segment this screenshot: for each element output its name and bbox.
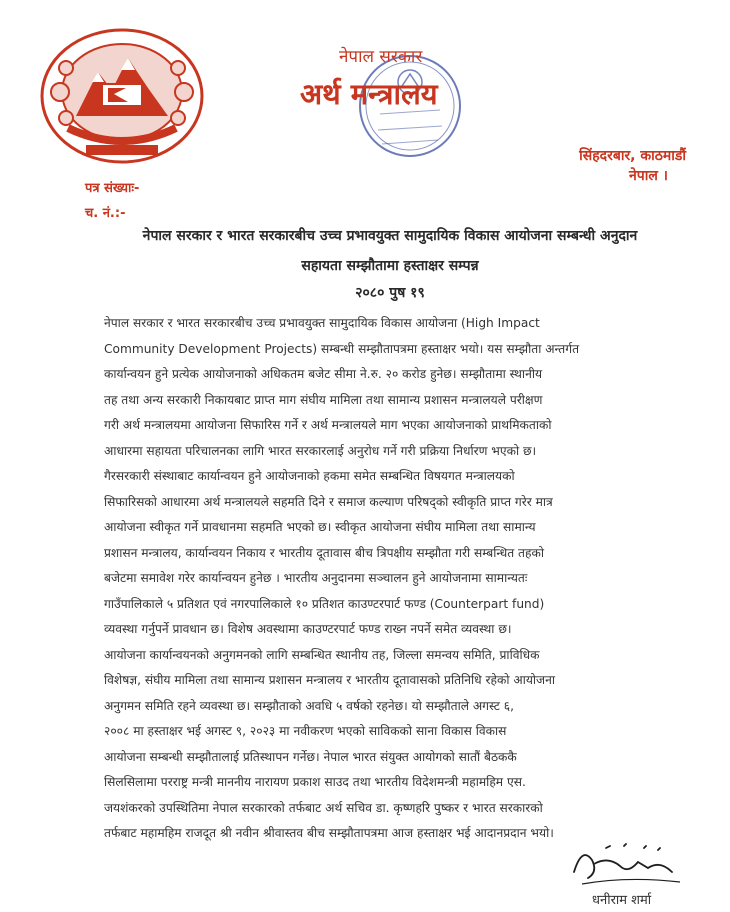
body-line: गरी अर्थ मन्त्रालयमा आयोजना सिफारिस गर्ने र अर्थ मन्त्रालयले माग भएका आयोजनाको प्राथमिकताको bbox=[104, 418, 552, 432]
body-line: २००८ मा हस्ताक्षर भई अगस्ट ९, २०२३ मा नवीकरण भएको साविकको साना विकास विकास bbox=[104, 724, 507, 738]
body-line: तर्फबाट महामहिम राजदूत श्री नवीन श्रीवास्तव बीच सम्झौतापत्रमा आज हस्ताक्षर भई आदानप्रदान भयो। bbox=[104, 826, 554, 840]
body-line: Community Development Projects) सम्बन्धी सम्झौतापत्रमा हस्ताक्षर भयो। यस सम्झौता अन्तर्गत bbox=[104, 342, 580, 356]
body-line: जयशंकरको उपस्थितिमा नेपाल सरकारको तर्फबाट अर्थ सचिव डा. कृष्णहरि पुष्कर र भारत सरकारको bbox=[104, 801, 543, 815]
nepal-emblem-icon bbox=[38, 28, 206, 168]
office-country: नेपाल । bbox=[628, 168, 668, 184]
office-location: सिंहदरबार, काठमाडौं bbox=[579, 148, 686, 164]
signatory-name: धनीराम शर्मा bbox=[592, 893, 652, 908]
body-line: आयोजना सम्बन्धी सम्झौतालाई प्रतिस्थापन गर्नेछ। नेपाल भारत संयुक्त आयोगको सातौं बैठककै bbox=[104, 750, 517, 764]
government-name: नेपाल सरकार bbox=[339, 47, 423, 67]
body-line: आधारमा सहायता परिचालनका लागि भारत सरकारलाई अनुरोध गर्ने गरी प्रक्रिया निर्धारण भएको छ। bbox=[104, 444, 537, 458]
body-line: विशेषज्ञ, संघीय मामिला तथा सामान्य प्रशासन मन्त्रालय र भारतीय दूतावासको प्रतिनिधि रहेको आयोजना bbox=[104, 673, 556, 687]
body-line: कार्यान्वयन हुने प्रत्येक आयोजनाको अधिकतम बजेट सीमा ने.रु. २० करोड हुनेछ। सम्झौतामा स्थानीय bbox=[104, 367, 543, 381]
handwritten-signature bbox=[568, 838, 688, 890]
body-line: सिलसिलामा परराष्ट्र मन्त्री माननीय नारायण प्रकाश साउद तथा भारतीय विदेशमन्त्री महामहिम एस. bbox=[104, 775, 526, 789]
body-line: गैरसरकारी संस्थाबाट कार्यान्वयन हुने आयोजनाको हकमा समेत सम्बन्धित विषयगत मन्त्रालयको bbox=[104, 469, 515, 483]
press-release-title-line2: सहायता सम्झौतामा हस्ताक्षर सम्पन्न bbox=[301, 258, 479, 274]
body-line: प्रशासन मन्त्रालय, कार्यान्वयन निकाय र भारतीय दूतावास बीच त्रिपक्षीय सम्झौता गरी सम्बन्धित तहको bbox=[104, 546, 544, 560]
body-line: बजेटमा समावेश गरेर कार्यान्वयन हुनेछ । भारतीय अनुदानमा सञ्चालन हुने आयोजनामा सामान्यतः bbox=[104, 571, 528, 585]
body-line: आयोजना कार्यान्वयनको अनुगमनको लागि सम्बन्धित स्थानीय तह, जिल्ला समन्वय समिति, प्राविधिक bbox=[104, 648, 540, 662]
body-line: नेपाल सरकार र भारत सरकारबीच उच्च प्रभावयुक्त सामुदायिक विकास आयोजना (High Impact bbox=[104, 316, 540, 330]
body-line: आयोजना स्वीकृत गर्ने प्रावधानमा सहमति भएको छ। स्वीकृत आयोजना संघीय मामिला तथा सामान्य bbox=[104, 520, 536, 534]
ministry-name: अर्थ मन्त्रालय bbox=[300, 77, 438, 111]
dispatch-number-label: च. नं.:- bbox=[85, 206, 126, 221]
body-line: गाउँपालिकाले ५ प्रतिशत एवं नगरपालिकाले १० प्रतिशत काउण्टरपार्ट फण्ड (Counterpart fund) bbox=[104, 597, 545, 611]
letter-number-label: पत्र संख्याः- bbox=[85, 181, 140, 196]
press-release-date: २०८० पुष १९ bbox=[355, 285, 425, 301]
press-release-title-line1: नेपाल सरकार र भारत सरकारबीच उच्च प्रभावयुक्त सामुदायिक विकास आयोजना सम्बन्धी अनुदान bbox=[142, 228, 638, 244]
body-line: तह तथा अन्य सरकारी निकायबाट प्राप्त माग संघीय मामिला तथा सामान्य प्रशासन मन्त्रालयले परीक्षण bbox=[104, 393, 543, 407]
body-line: सिफारिसको आधारमा अर्थ मन्त्रालयले सहमति दिने र समाज कल्याण परिषद्को स्वीकृति प्राप्त गरेर मात्र bbox=[104, 495, 553, 509]
body-line: व्यवस्था गर्नुपर्ने प्रावधान छ। विशेष अवस्थामा काउण्टरपार्ट फण्ड राख्न नपर्ने समेत व्यवस्था छ। bbox=[104, 622, 512, 636]
body-line: अनुगमन समिति रहने व्यवस्था छ। सम्झौताको अवधि ५ वर्षको रहनेछ। यो सम्झौताले अगस्ट ६, bbox=[104, 699, 515, 713]
